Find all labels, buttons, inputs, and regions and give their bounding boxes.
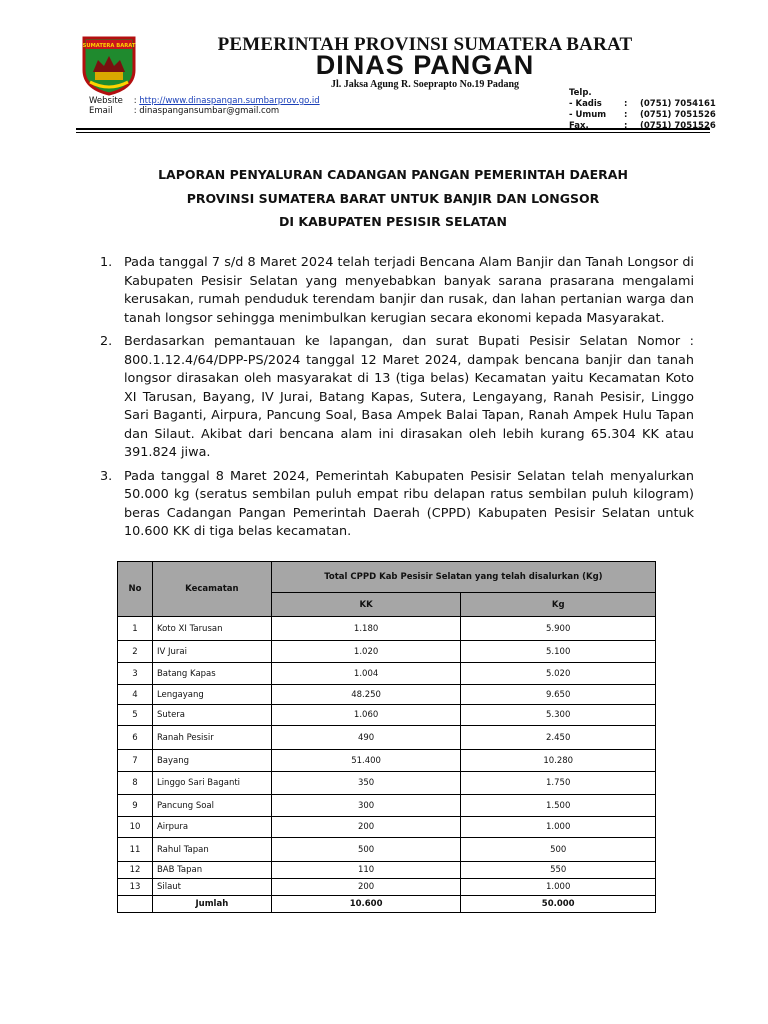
row-kg: 5.900 xyxy=(461,617,656,641)
header-kecamatan: Kecamatan xyxy=(152,562,271,617)
colon: : xyxy=(133,96,137,106)
item-number: 2. xyxy=(100,334,113,349)
row-kg: 5.020 xyxy=(461,663,656,685)
total-blank-cell xyxy=(118,896,153,913)
row-kk: 48.250 xyxy=(271,685,461,705)
total-kg: 50.000 xyxy=(461,896,656,913)
row-kk: 51.400 xyxy=(271,750,461,772)
item-text: Pada tanggal 7 s/d 8 Maret 2024 telah terjadi Bencana Alam Banjir dan Tanah Longsor di Kabupaten Pesisir Selatan yang menyebabkan banyak sarana prasarana mengalami kerusakan, rumah penduduk terendam banjir dan rusak, dan lahan pertanian warga dan tanah longsor sehingga menimbulkan kerugian secara ekonomi kepada Masyarakat. xyxy=(124,255,694,326)
item-text: Pada tanggal 8 Maret 2024, Pemerintah Kabupaten Pesisir Selatan telah menyalurkan 50.000 kg (seratus sembilan puluh empat ribu delapan ratus sembilan puluh kilogram) beras Cadangan Pangan Pemerintah Daerah (CPPD) Kabupaten Pesisir Selatan untuk 10.600 KK di tiga belas kecamatan. xyxy=(124,468,694,539)
row-kk: 350 xyxy=(271,772,461,795)
item-text: Berdasarkan pemantauan ke lapangan, dan surat Bupati Pesisir Selatan Nomor : 800.1.12.4/64/DPP-PS/2024 tanggal 12 Maret 2024, dampak bencana banjir dan tanah longsor dirasakan oleh masyarakat di 13 (tiga belas) Kecamatan yaitu Kecamatan Koto XI Tarusan, Bayang, IV Jurai, Batang Kapas, Sutera, Lengayang, Ranah Pesisir, Linggo Sari Baganti, Airpura, Pancung Soal, Basa Ampek Balai Tapan, Ranah Ampek Hulu Tapan dan Silaut. Akibat dari bencana alam ini dirasakan oleh lebih kurang 65.304 KK atau 391.824 jiwa. xyxy=(124,334,694,460)
table-row xyxy=(118,617,656,641)
phone-block xyxy=(569,88,716,132)
row-kg: 1.500 xyxy=(461,795,656,817)
row-number: 10 xyxy=(118,817,153,838)
row-kg: 2.450 xyxy=(461,726,656,750)
table-row xyxy=(118,838,656,862)
list-item xyxy=(100,468,694,542)
table-row xyxy=(118,795,656,817)
government-name: PEMERINTAH PROVINSI SUMATERA BARAT xyxy=(217,34,633,55)
row-kg: 1.000 xyxy=(461,879,656,896)
row-kk: 1.180 xyxy=(271,617,461,641)
row-kg: 500 xyxy=(461,838,656,862)
item-number: 3. xyxy=(100,468,113,484)
kadis-phone: (0751) 7054161 xyxy=(640,99,716,109)
fax-number: (0751) 7051526 xyxy=(640,121,716,131)
kadis-label: - Kadis xyxy=(569,99,602,109)
office-address: Jl. Jaksa Agung R. Soeprapto No.19 Padang xyxy=(330,79,520,90)
table-row xyxy=(118,685,656,705)
row-number: 5 xyxy=(118,705,153,726)
emblem-text: SUMATERA BARAT xyxy=(82,43,136,49)
row-number: 12 xyxy=(118,862,153,879)
contact-block xyxy=(89,96,320,116)
row-kecamatan: Rahul Tapan xyxy=(152,838,271,862)
row-kg: 550 xyxy=(461,862,656,879)
table-row xyxy=(118,726,656,750)
row-kg: 1.750 xyxy=(461,772,656,795)
total-row xyxy=(118,896,656,913)
header-kk: KK xyxy=(271,593,461,617)
row-kg: 9.650 xyxy=(461,685,656,705)
row-kg: 10.280 xyxy=(461,750,656,772)
row-number: 3 xyxy=(118,663,153,685)
telp-label: Telp. xyxy=(569,88,592,98)
email-value: dinaspangansumbar@gmail.com xyxy=(139,106,280,116)
report-body xyxy=(100,254,694,547)
website-link[interactable]: http://www.dinaspangan.sumbarprov.go.id xyxy=(139,96,320,106)
row-kk: 200 xyxy=(271,817,461,838)
row-kecamatan: Lengayang xyxy=(152,685,271,705)
row-kecamatan: BAB Tapan xyxy=(152,862,271,879)
row-number: 9 xyxy=(118,795,153,817)
list-item xyxy=(100,254,694,328)
row-kk: 490 xyxy=(271,726,461,750)
row-number: 2 xyxy=(118,641,153,663)
row-kecamatan: Sutera xyxy=(152,705,271,726)
header-kg: Kg xyxy=(461,593,656,617)
row-kecamatan: Pancung Soal xyxy=(152,795,271,817)
row-kg: 5.100 xyxy=(461,641,656,663)
header-rule-thin xyxy=(76,132,710,133)
umum-phone: (0751) 7051526 xyxy=(640,110,716,120)
row-kk: 300 xyxy=(271,795,461,817)
row-kk: 1.060 xyxy=(271,705,461,726)
row-kk: 500 xyxy=(271,838,461,862)
row-kg: 5.300 xyxy=(461,705,656,726)
row-number: 13 xyxy=(118,879,153,896)
title-line-1: LAPORAN PENYALURAN CADANGAN PANGAN PEMERINTAH DAERAH xyxy=(158,167,628,182)
colon: : xyxy=(133,106,137,116)
total-label: Jumlah xyxy=(152,896,271,913)
table-row xyxy=(118,772,656,795)
table-row xyxy=(118,705,656,726)
colon: : xyxy=(624,121,628,131)
item-number: 1. xyxy=(100,255,113,270)
website-label: Website xyxy=(89,96,123,106)
row-number: 8 xyxy=(118,772,153,795)
header-no: No xyxy=(118,562,153,617)
umum-label: - Umum xyxy=(569,110,607,120)
row-kecamatan: Koto XI Tarusan xyxy=(152,617,271,641)
row-number: 6 xyxy=(118,726,153,750)
table-row xyxy=(118,663,656,685)
colon: : xyxy=(624,110,628,120)
table-row xyxy=(118,750,656,772)
row-kecamatan: IV Jurai xyxy=(152,641,271,663)
fax-label: Fax. xyxy=(569,121,589,131)
row-kg: 1.000 xyxy=(461,817,656,838)
email-label: Email xyxy=(89,106,113,116)
row-kecamatan: Linggo Sari Baganti xyxy=(152,772,271,795)
department-name: DINAS PANGAN xyxy=(315,50,535,80)
row-kecamatan: Ranah Pesisir xyxy=(152,726,271,750)
row-kk: 1.004 xyxy=(271,663,461,685)
header-total-cppd: Total CPPD Kab Pesisir Selatan yang telah disalurkan (Kg) xyxy=(271,562,655,593)
distribution-table xyxy=(117,561,656,913)
row-number: 7 xyxy=(118,750,153,772)
row-kecamatan: Bayang xyxy=(152,750,271,772)
table-row xyxy=(118,817,656,838)
total-kk: 10.600 xyxy=(271,896,461,913)
row-kk: 110 xyxy=(271,862,461,879)
row-kk: 1.020 xyxy=(271,641,461,663)
report-title xyxy=(76,163,710,234)
colon: : xyxy=(624,99,628,109)
row-kecamatan: Silaut xyxy=(152,879,271,896)
row-kk: 200 xyxy=(271,879,461,896)
table-row xyxy=(118,862,656,879)
row-kecamatan: Batang Kapas xyxy=(152,663,271,685)
province-emblem xyxy=(78,34,140,96)
row-number: 1 xyxy=(118,617,153,641)
row-kecamatan: Airpura xyxy=(152,817,271,838)
row-number: 11 xyxy=(118,838,153,862)
header-rule-thick xyxy=(76,128,710,130)
row-number: 4 xyxy=(118,685,153,705)
list-item xyxy=(100,333,694,463)
title-line-2: PROVINSI SUMATERA BARAT UNTUK BANJIR DAN LONGSOR xyxy=(186,190,600,206)
table-row xyxy=(118,879,656,896)
title-line-3: DI KABUPATEN PESISIR SELATAN xyxy=(279,214,507,229)
table-row xyxy=(118,641,656,663)
